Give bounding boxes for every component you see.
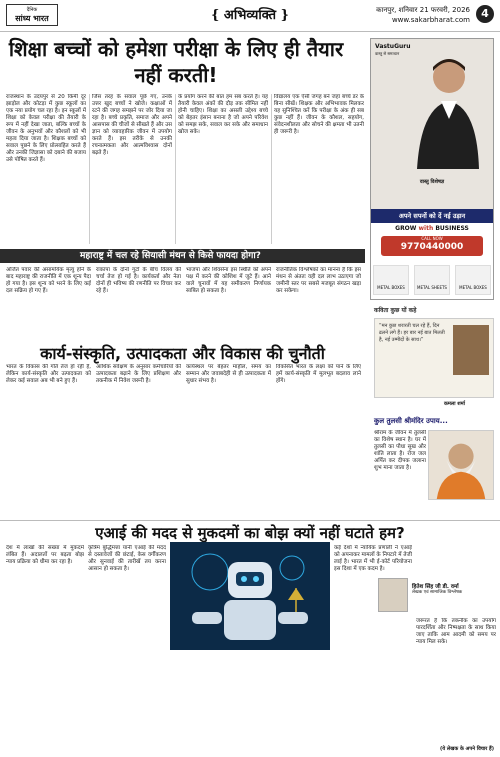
article4-col2: कृत्रिम बुद्धिमत्ता यानी एआई की मदद से दस्तावेजों की छंटाई, केस वर्गीकरण और सुनवाई की तारीखें तय करना आसान हो सकता है। — [88, 545, 166, 572]
author-name: हितेश सिंह जी डी. वर्मा — [412, 584, 459, 590]
product-logo: METAL SHEETS — [414, 265, 450, 295]
article3-col3: कार्यस्थल पर बेहतर माहौल, समय का सम्मान और जवाबदेही से ही उत्पादकता में सुधार संभव है। — [186, 364, 271, 384]
ad-tagline: वास्तु से समाधान — [375, 51, 400, 56]
article3-col2: आर्थिक सर्वेक्षण के अनुसार कर्मचारियों की उत्पादकता बढ़ाने के लिए प्रशिक्षण और तकनीक में निवेश जरूरी है। — [96, 364, 181, 384]
article3-col1: भारत के विकास की गति तेज हो रही है, लेकिन कार्य-संस्कृति और उत्पादकता को लेकर कई सवाल अब भी बने हुए हैं। — [6, 364, 91, 384]
column-divider — [271, 94, 272, 244]
article4-col1: देश में लाखों की संख्या में मुकदमे लंबित हैं। अदालतों पर बढ़ता बोझ न्याय प्रक्रिया को धीमा कर रहा है। — [6, 545, 84, 565]
logo-line2: सांध्य भारत — [15, 14, 49, 23]
column-divider — [175, 94, 176, 244]
call-label: CALL NOW — [421, 236, 443, 241]
phone-number: 9770440000 — [400, 242, 464, 252]
column-divider — [89, 94, 90, 244]
ad-grow-line — [371, 223, 493, 235]
article4-col3: कई देशों में न्यायिक प्रणाली ने एआई को अपनाकर मामलों के निपटारे में तेजी लाई है। भारत में भी ई-कोर्ट परियोजना इस दिशा में एक कदम है। — [334, 545, 412, 572]
ai-robot-illustration — [170, 542, 330, 650]
sage-portrait-icon — [428, 430, 494, 500]
ad-top-panel — [371, 39, 493, 209]
ad-person-name: वास्तु विशेषज्ञ — [419, 179, 445, 185]
grow-suffix: BUSINESS — [435, 225, 469, 232]
tulsi-heading: कुल तुलसी श्रीमंदिर उपाय... — [374, 417, 448, 425]
opinion-credit: (ये लेखक के अपने विचार हैं) — [439, 746, 494, 752]
poem-card — [374, 318, 494, 398]
article2-col3: भाजपा और शिवसेना इस स्थिति को अपने पक्ष में करने की कोशिश में जुटे हैं। आने वाले चुनावों में यह समीकरण निर्णायक साबित हो सकता है। — [186, 267, 271, 294]
poem-author: कमला शर्मा — [444, 401, 465, 407]
newspaper-logo — [6, 4, 58, 26]
masthead — [0, 0, 500, 32]
article1-headline: शिक्षा बच्चों को हमेशा परीक्षा के लिए ही तैयार नहीं करती! — [8, 37, 344, 87]
article1-col1: राजस्थान के उदयपुर से 20 किमी दूर झाड़ोल और कोटड़ा में कुछ स्कूलों का एक नया प्रयोग चल रहा है। इन स्कूलों में शिक्षा को केवल परीक्षा की तैयारी के रूप में नहीं देखा जाता, बल्कि बच्चों के जीवन के अनुभवों और कौशलों को भी महत्व दिया जाता है। शिक्षक बच्चों को सवाल पूछने के लिए प्रोत्साहित करते हैं और उनकी जिज्ञासा को दबाने की बजाय उसे पोषित करते हैं। — [6, 94, 86, 163]
ad-product-logos — [371, 261, 493, 299]
ad-slogan-band: अपने सपनों को दें नई उड़ान — [371, 209, 493, 223]
article4-headline: एआई की मदद से मुकदमों का बोझ क्यों नहीं घटाते हम? — [0, 520, 500, 543]
book-image-icon — [453, 325, 489, 375]
grow-highlight: with — [418, 225, 434, 232]
article2-col1: अजित पवार की असामयिक मृत्यु होने के बाद महाराष्ट्र की राजनीति में एक शून्य पैदा हो गया है। इस शून्य को भरने के लिए कई दल सक्रिय हो गए हैं। — [6, 267, 91, 294]
poem-text: “मन कुछ शरारती चल रहे हैं, दिन ढलने लगे हैं। हर बार नई बात मिलती है, नई उम्मीदों के साथ।” — [379, 323, 445, 343]
article4-col4: जरूरत है कि तकनीक का उपयोग पारदर्शिता और निष्पक्षता के साथ किया जाए ताकि आम आदमी को समय पर न्याय मिल सके। — [416, 618, 496, 645]
article1-col4: विद्यालय एक ऐसी जगह बने जहां बच्चे डर के बिना सीखें। शिक्षक और अभिभावक मिलकर यह सुनिश्चित करें कि परीक्षा के अंक ही सब कुछ नहीं हैं। जीवन के कौशल, सहयोग, संवेदनशीलता और सोचने की क्षमता भी उतनी ही जरूरी है। — [274, 94, 364, 135]
call-now-button[interactable] — [381, 236, 483, 256]
article2-headline-banner: महाराष्ट्र में चल रहे सियासी मंथन से किसे फायदा होगा? — [0, 249, 365, 263]
article1-col2: जिस तरह के सवाल पूछे गए, उनके उत्तर खुद बच्चों ने खोजे। कक्षाओं में रटने की जगह समझने पर जोर दिया जा रहा है। बच्चे प्रकृति, समाज और अपने आसपास की चीजों से सीखते हैं और उस ज्ञान को व्यावहारिक जीवन में उपयोग करते हैं। इस तरीके से उनकी रचनात्मकता और आत्मविश्वास दोनों बढ़ते हैं। — [92, 94, 172, 156]
website-text: www.sakarbharat.com — [391, 16, 470, 24]
date-text: कानपुर, शनिवार 21 फरवरी, 2026 — [376, 6, 470, 14]
article2-col4: राजनीतिक विश्लेषकों का मानना है कि इस मंथन से अंततः वही दल लाभ उठाएगा जो जमीनी स्तर पर सबसे मजबूत संगठन खड़ा कर सकेगा। — [276, 267, 361, 294]
dateline — [376, 5, 470, 25]
product-logo: METAL BOXES — [373, 265, 409, 295]
poem-box — [374, 306, 494, 416]
person-portrait-icon — [411, 49, 481, 169]
article3-col4: विकसित भारत के लक्ष्य को पाने के लिए हमें कार्य-संस्कृति में मूलभूत बदलाव लाने होंगे। — [276, 364, 361, 384]
author-role: लेखक एवं सामाजिक विश्लेषक — [412, 590, 463, 595]
logo-line1: दैनिक — [26, 7, 38, 13]
section-title: { अभिव्यक्ति } — [211, 8, 289, 23]
tulsi-text: श्रीराम के जीवन में तुलसी का विशेष स्थान है। घर में तुलसी का पौधा सुख और शांति लाता है। रोज जल अर्पित कर दीपक जलाना शुभ माना जाता है। — [374, 430, 426, 471]
grow-prefix: GROW — [395, 225, 417, 232]
poem-heading: कविता कुछ यों कहे — [374, 307, 417, 314]
article3-headline: कार्य-संस्कृति, उत्पादकता और विकास की चुनौती — [40, 344, 325, 363]
article2-col2: राकांपा के दोनों गुटों के बीच विलय की चर्चा तेज हो गई है। कार्यकर्ता और नेता दोनों ही भविष्य की रणनीति पर विचार कर रहे हैं। — [96, 267, 181, 294]
product-logo: METAL BOXES — [455, 265, 491, 295]
page-number: 4 — [476, 5, 494, 23]
advertisement[interactable] — [370, 38, 494, 300]
ad-brand: VastuGuru — [375, 43, 411, 50]
article1-col3: के प्रयोग करने की बात हम सब करते हैं। यह तैयारी केवल अंकों की दौड़ तक सीमित नहीं होनी चाहिए। शिक्षा का असली उद्देश्य बच्चे को बेहतर इंसान बनाना है जो अपने परिवेश को समझ सके, सवाल कर सके और समाधान खोज सके। — [178, 94, 268, 135]
